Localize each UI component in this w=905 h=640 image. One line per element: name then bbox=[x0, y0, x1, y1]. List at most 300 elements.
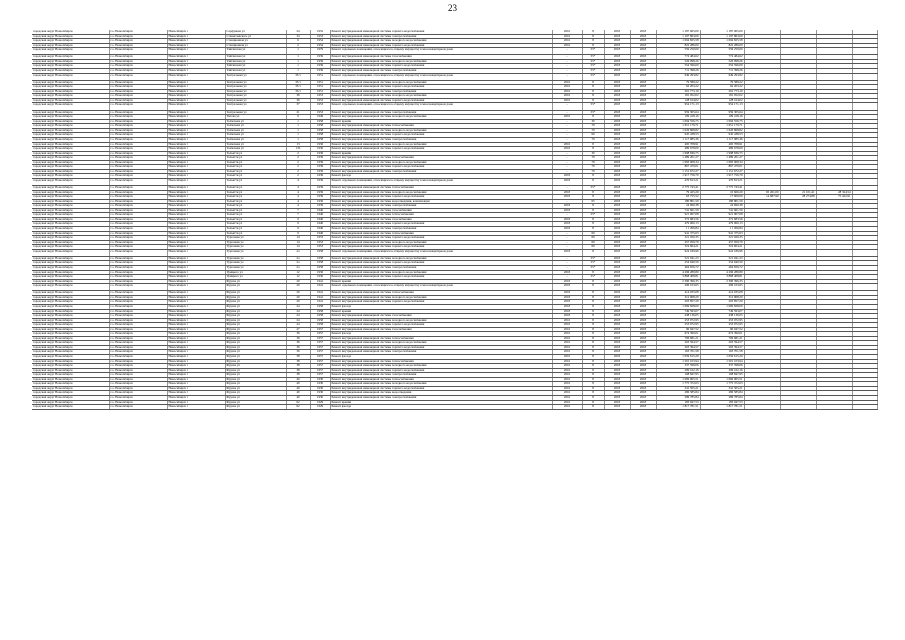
cell-plan-end-year: 2018 bbox=[630, 137, 656, 142]
cell-total-cost: 312 908,20 bbox=[656, 295, 700, 300]
cell-settlement: г.о. Новосибирск bbox=[109, 295, 167, 300]
cell-house-number: 7 bbox=[286, 213, 310, 218]
cell-plan-start-year: 2018 bbox=[604, 377, 630, 382]
cell-work-type: Ремонт внутридомовой инженерной системы горячего водоснабжения bbox=[330, 165, 552, 170]
cell-build-year: 1958 bbox=[310, 128, 330, 133]
cell-total-cost: 1 501 103,94 bbox=[656, 359, 700, 364]
cell-work-type: Ремонт внутридомовой инженерной системы водоотведения, канализации bbox=[330, 199, 552, 204]
cell-plan-start-year: 2018 bbox=[604, 110, 630, 115]
cell-settlement: г.о. Новосибирск bbox=[109, 160, 167, 165]
cell-street: Тольятти ул bbox=[225, 199, 286, 204]
cell-locality: Новосибирск г bbox=[167, 190, 225, 195]
cell-plan-end-year: 2018 bbox=[630, 156, 656, 161]
cell-house-number: 9 bbox=[286, 217, 310, 222]
cell-street: Тольятти ул bbox=[225, 174, 286, 179]
cell-subsidy-federal: 14 687,99 bbox=[744, 195, 780, 200]
cell-house-number: 20 bbox=[286, 300, 310, 305]
cell-survey-year: - bbox=[552, 64, 582, 69]
cell-plan-start-year: 2018 bbox=[604, 261, 630, 266]
cell-municipality: городской округ Новосибирск bbox=[32, 151, 109, 156]
cell-build-year: 1940 bbox=[310, 217, 330, 222]
cell-fund-cost: 706 681,21 bbox=[700, 336, 744, 341]
cell-plan-start-year: 2018 bbox=[604, 245, 630, 250]
cell-work-type: Ремонт внутридомовой инженерной системы электроснабжения bbox=[330, 350, 552, 355]
cell-street: Толмачева ул bbox=[225, 137, 286, 142]
cell-total-cost: 1 151 672,27 bbox=[656, 169, 700, 174]
cell-subsidy-local bbox=[816, 103, 852, 110]
cell-total-cost: 867 470,01 bbox=[656, 165, 700, 170]
cell-house-number: 62 bbox=[286, 400, 310, 405]
cell-municipality: городской округ Новосибирск bbox=[32, 341, 109, 346]
cell-build-year: 1949 bbox=[310, 115, 330, 120]
cell-total-cost: 321 020,35 bbox=[656, 236, 700, 241]
cell-locality: Новосибирск г bbox=[167, 55, 225, 60]
cell-locality: Новосибирск г bbox=[167, 240, 225, 245]
cell-build-year: 1953 bbox=[310, 94, 330, 99]
cell-work-type: Ремонт внутридомовой инженерной системы теплоснабжения bbox=[330, 231, 552, 236]
cell-build-year: 1936 bbox=[310, 142, 330, 147]
cell-fund-cost: 163 701,58 bbox=[700, 350, 744, 355]
cell-build-year: 1958 bbox=[310, 137, 330, 142]
cell-subsidy-regional bbox=[780, 73, 816, 80]
cell-survey-year: 2016 bbox=[552, 377, 582, 382]
cell-locality: Новосибирск г bbox=[167, 85, 225, 90]
cell-survey-year: - bbox=[552, 186, 582, 191]
cell-subsidy-federal bbox=[744, 73, 780, 80]
cell-street: Толмачева ул bbox=[225, 124, 286, 129]
cell-municipality: городской округ Новосибирск bbox=[32, 73, 109, 80]
cell-locality: Новосибирск г bbox=[167, 94, 225, 99]
cell-survey-year: - bbox=[552, 160, 582, 165]
cell-settlement: г.о. Новосибирск bbox=[109, 226, 167, 231]
cell-street: Титова ул bbox=[225, 115, 286, 120]
cell-total-cost: 1 083 008,34 bbox=[656, 160, 700, 165]
cell-street: Фрунзе ул bbox=[225, 359, 286, 364]
cell-plan-start-year: 2018 bbox=[604, 231, 630, 236]
cell-wear-percent: 8 bbox=[582, 368, 604, 373]
cell-survey-year: 2018 bbox=[552, 295, 582, 300]
cell-fund-cost: 1 059 615,29 bbox=[700, 355, 744, 360]
cell-wear-percent: 8 bbox=[582, 359, 604, 364]
cell-plan-end-year: 2018 bbox=[630, 405, 656, 410]
cell-plan-end-year: 2018 bbox=[630, 199, 656, 204]
cell-work-type: Ремонт крыши bbox=[330, 309, 552, 314]
cell-fund-cost: 109 418,16 bbox=[700, 115, 744, 120]
cell-house-number: 4 bbox=[286, 190, 310, 195]
cell-settlement: г.о. Новосибирск bbox=[109, 142, 167, 147]
cell-fund-cost: 253 072,95 bbox=[700, 318, 744, 323]
cell-locality: Новосибирск г bbox=[167, 115, 225, 120]
cell-subsidy-regional bbox=[780, 405, 816, 410]
cell-total-cost: 341 505,21 bbox=[656, 386, 700, 391]
cell-build-year: 1936 bbox=[310, 270, 330, 275]
cell-house-number: 34 bbox=[286, 34, 310, 39]
cell-plan-start-year: 2018 bbox=[604, 355, 630, 360]
cell-survey-year: 2016 bbox=[552, 323, 582, 328]
cell-fund-cost: 1 069 905,51 bbox=[700, 377, 744, 382]
cell-build-year: 1951 bbox=[310, 85, 330, 90]
cell-municipality: городской округ Новосибирск bbox=[32, 204, 109, 209]
cell-settlement: г.о. Новосибирск bbox=[109, 110, 167, 115]
cell-municipality: городской округ Новосибирск bbox=[32, 279, 109, 284]
cell-locality: Новосибирск г bbox=[167, 217, 225, 222]
cell-plan-start-year: 2018 bbox=[604, 236, 630, 241]
cell-plan-end-year: 2018 bbox=[630, 204, 656, 209]
cell-municipality: городской округ Новосибирск bbox=[32, 156, 109, 161]
cell-fund-cost: 299 162,16 bbox=[700, 368, 744, 373]
cell-plan-end-year: 2018 bbox=[630, 160, 656, 165]
cell-survey-year: 2016 bbox=[552, 142, 582, 147]
cell-fund-cost: 319 604,21 bbox=[700, 245, 744, 250]
cell-survey-year: 2018 bbox=[552, 178, 582, 185]
cell-build-year: 1939 bbox=[310, 204, 330, 209]
cell-plan-end-year: 2018 bbox=[630, 89, 656, 94]
cell-plan-end-year: 2018 bbox=[630, 208, 656, 213]
cell-locality: Новосибирск г bbox=[167, 364, 225, 369]
cell-municipality: городской округ Новосибирск bbox=[32, 355, 109, 360]
cell-locality: Новосибирск г bbox=[167, 174, 225, 179]
cell-fund-cost: 414 035,08 bbox=[700, 291, 744, 296]
cell-work-type: Ремонт отдельных помещений, относящихся к общему имуществу в многоквартирном доме bbox=[330, 284, 552, 291]
cell-wear-percent: 8 bbox=[582, 314, 604, 319]
cell-total-cost: 921 907,08 bbox=[656, 213, 700, 218]
cell-build-year: 1958 bbox=[310, 133, 330, 138]
cell-subsidy-federal bbox=[744, 178, 780, 185]
cell-fund-cost: 2 775 743,41 bbox=[700, 186, 744, 191]
cell-work-type: Ремонт внутридомовой инженерной системы газоснабжения bbox=[330, 208, 552, 213]
cell-plan-start-year: 2018 bbox=[604, 190, 630, 195]
cell-street: Фрунзе ул bbox=[225, 314, 286, 319]
cell-street: Фрунзе ул bbox=[225, 382, 286, 387]
cell-settlement: г.о. Новосибирск bbox=[109, 236, 167, 241]
cell-locality: Новосибирск г bbox=[167, 309, 225, 314]
cell-plan-end-year: 2018 bbox=[630, 305, 656, 310]
cell-build-year: 1930 bbox=[310, 386, 330, 391]
cell-work-type: Ремонт внутридомовой инженерной системы электроснабжения bbox=[330, 137, 552, 142]
cell-fund-cost: 17 600,09 bbox=[700, 195, 744, 200]
cell-house-number: 2а bbox=[286, 256, 310, 261]
cell-municipality: городской округ Новосибирск bbox=[32, 174, 109, 179]
cell-street: Тольятти ул bbox=[225, 151, 286, 156]
cell-build-year: 1929 bbox=[310, 405, 330, 410]
cell-settlement: г.о. Новосибирск bbox=[109, 59, 167, 64]
cell-plan-end-year: 2018 bbox=[630, 332, 656, 337]
cell-plan-end-year: 2018 bbox=[630, 124, 656, 129]
cell-wear-percent: 8 bbox=[582, 115, 604, 120]
cell-house-number: 36 bbox=[286, 345, 310, 350]
cell-house-number: 24 bbox=[286, 30, 310, 34]
cell-municipality: городской округ Новосибирск bbox=[32, 160, 109, 165]
cell-settlement: г.о. Новосибирск bbox=[109, 350, 167, 355]
cell-survey-year: 2016 bbox=[552, 85, 582, 90]
cell-build-year: 1939 bbox=[310, 59, 330, 64]
cell-plan-start-year: 2018 bbox=[604, 80, 630, 85]
cell-house-number: 24 bbox=[286, 323, 310, 328]
cell-fund-cost: 1 197 863,00 bbox=[700, 34, 744, 39]
cell-survey-year: 2016 bbox=[552, 147, 582, 152]
cell-locality: Новосибирск г bbox=[167, 169, 225, 174]
cell-municipality: городской округ Новосибирск bbox=[32, 266, 109, 271]
cell-subsidy-local: 28 324,54 bbox=[816, 190, 852, 195]
cell-street: Тольятти ул bbox=[225, 213, 286, 218]
cell-survey-year: 2016 bbox=[552, 89, 582, 94]
cell-municipality: городской округ Новосибирск bbox=[32, 186, 109, 191]
cell-house-number: 24 bbox=[286, 309, 310, 314]
cell-street: Тургенева ул bbox=[225, 256, 286, 261]
cell-plan-start-year: 2018 bbox=[604, 39, 630, 44]
cell-municipality: городской округ Новосибирск bbox=[32, 190, 109, 195]
cell-plan-start-year: 2018 bbox=[604, 48, 630, 55]
cell-house-number: 36 bbox=[286, 98, 310, 103]
cell-build-year: 1958 bbox=[310, 305, 330, 310]
cell-plan-start-year: 2018 bbox=[604, 98, 630, 103]
cell-settlement: г.о. Новосибирск bbox=[109, 266, 167, 271]
cell-settlement: г.о. Новосибирск bbox=[109, 275, 167, 280]
cell-locality: Новосибирск г bbox=[167, 386, 225, 391]
cell-fund-cost: 286 585,84 bbox=[700, 391, 744, 396]
cell-build-year: 1930 bbox=[310, 382, 330, 387]
cell-plan-end-year: 2018 bbox=[630, 284, 656, 291]
cell-work-type: Ремонт внутридомовой инженерной системы холодного водоснабжения bbox=[330, 295, 552, 300]
cell-total-cost: 286 585,84 bbox=[656, 391, 700, 396]
cell-survey-year: - bbox=[552, 128, 582, 133]
cell-municipality: городской округ Новосибирск bbox=[32, 377, 109, 382]
cell-wear-percent: 55* bbox=[582, 73, 604, 80]
cell-municipality: городской округ Новосибирск bbox=[32, 309, 109, 314]
cell-work-type: Ремонт крыши bbox=[330, 400, 552, 405]
cell-total-cost: 253 072,95 bbox=[656, 318, 700, 323]
cell-fund-cost: 457 959,70 bbox=[700, 240, 744, 245]
cell-wear-percent: 55* bbox=[582, 55, 604, 60]
cell-total-cost: 63 755,52 bbox=[656, 195, 700, 200]
cell-locality: Новосибирск г bbox=[167, 400, 225, 405]
cell-plan-start-year: 2018 bbox=[604, 332, 630, 337]
cell-wear-percent: 8 bbox=[582, 327, 604, 332]
cell-street: Станционная ул bbox=[225, 39, 286, 44]
cell-street: Тольятти ул bbox=[225, 217, 286, 222]
cell-work-type: Ремонт отдельных помещений, относящихся к общему имуществу в многоквартирном доме bbox=[330, 48, 552, 55]
cell-plan-end-year: 2018 bbox=[630, 382, 656, 387]
cell-locality: Новосибирск г bbox=[167, 204, 225, 209]
cell-house-number: 36 bbox=[286, 336, 310, 341]
cell-owners-cost bbox=[852, 249, 877, 256]
cell-settlement: г.о. Новосибирск bbox=[109, 284, 167, 291]
cell-house-number: 20 bbox=[286, 295, 310, 300]
cell-municipality: городской округ Новосибирск bbox=[32, 147, 109, 152]
cell-plan-start-year: 2018 bbox=[604, 119, 630, 124]
cell-plan-start-year: 2018 bbox=[604, 291, 630, 296]
cell-survey-year: - bbox=[552, 169, 582, 174]
cell-municipality: городской округ Новосибирск bbox=[32, 178, 109, 185]
cell-wear-percent: 8 bbox=[582, 318, 604, 323]
cell-total-cost: 749 593,07 bbox=[656, 309, 700, 314]
cell-fund-cost: 337 598,06 bbox=[700, 364, 744, 369]
cell-build-year: 1939 bbox=[310, 160, 330, 165]
cell-plan-end-year: 2018 bbox=[630, 48, 656, 55]
cell-house-number: 4 bbox=[286, 199, 310, 204]
cell-work-type: Ремонт внутридомовой инженерной системы электроснабжения bbox=[330, 373, 552, 378]
cell-fund-cost: 24 690,38 bbox=[700, 204, 744, 209]
cell-settlement: г.о. Новосибирск bbox=[109, 355, 167, 360]
cell-locality: Новосибирск г bbox=[167, 249, 225, 256]
cell-street: Фрунзе ул bbox=[225, 341, 286, 346]
cell-plan-start-year: 2018 bbox=[604, 115, 630, 120]
cell-plan-end-year: 2018 bbox=[630, 190, 656, 195]
cell-house-number: 24 bbox=[286, 305, 310, 310]
cell-house-number: 14 bbox=[286, 240, 310, 245]
cell-locality: Новосибирск г bbox=[167, 336, 225, 341]
cell-survey-year: 2016 bbox=[552, 80, 582, 85]
cell-plan-end-year: 2018 bbox=[630, 80, 656, 85]
cell-fund-cost: 128 164,02 bbox=[700, 98, 744, 103]
cell-plan-end-year: 2018 bbox=[630, 295, 656, 300]
cell-street: Тайгинская ул bbox=[225, 69, 286, 74]
cell-total-cost: 2 775 743,41 bbox=[656, 186, 700, 191]
cell-locality: Новосибирск г bbox=[167, 213, 225, 218]
cell-street: Фрунзе ул bbox=[225, 364, 286, 369]
cell-municipality: городской округ Новосибирск bbox=[32, 359, 109, 364]
cell-locality: Новосибирск г bbox=[167, 323, 225, 328]
cell-street: Тольятти ул bbox=[225, 190, 286, 195]
cell-municipality: городской округ Новосибирск bbox=[32, 395, 109, 400]
cell-build-year: 1958 bbox=[310, 266, 330, 271]
cell-fund-cost: 291 773,19 bbox=[700, 89, 744, 94]
cell-total-cost: 674 390,01 bbox=[656, 332, 700, 337]
cell-street: Фрунзе ул bbox=[225, 279, 286, 284]
cell-fund-cost: 959 305,64 bbox=[700, 110, 744, 115]
cell-plan-start-year: 2018 bbox=[604, 256, 630, 261]
cell-total-cost: 1 197 863,00 bbox=[656, 34, 700, 39]
cell-locality: Новосибирск г bbox=[167, 186, 225, 191]
cell-survey-year: 2018 bbox=[552, 314, 582, 319]
cell-plan-end-year: 2018 bbox=[630, 240, 656, 245]
cell-work-type: Ремонт внутридомовой инженерной системы холодного водоснабжения bbox=[330, 382, 552, 387]
cell-municipality: городской округ Новосибирск bbox=[32, 39, 109, 44]
cell-subsidy-local: 75 422,91 bbox=[816, 195, 852, 200]
cell-plan-end-year: 2018 bbox=[630, 39, 656, 44]
cell-wear-percent: 55* bbox=[582, 64, 604, 69]
cell-plan-end-year: 2018 bbox=[630, 59, 656, 64]
cell-locality: Новосибирск г bbox=[167, 34, 225, 39]
cell-total-cost: 559 250,00 bbox=[656, 48, 700, 55]
cell-survey-year: 2018 bbox=[552, 279, 582, 284]
cell-street: Тольятти ул bbox=[225, 160, 286, 165]
cell-plan-start-year: 2018 bbox=[604, 341, 630, 346]
cell-total-cost: 128 164,02 bbox=[656, 98, 700, 103]
cell-plan-start-year: 2018 bbox=[604, 405, 630, 410]
cell-work-type: Ремонт внутридомовой инженерной системы теплоснабжения bbox=[330, 156, 552, 161]
cell-build-year: 1940 bbox=[310, 213, 330, 218]
cell-municipality: городской округ Новосибирск bbox=[32, 110, 109, 115]
cell-fund-cost: 1 094 825,58 bbox=[700, 39, 744, 44]
cell-wear-percent: 8 bbox=[582, 34, 604, 39]
cell-settlement: г.о. Новосибирск bbox=[109, 119, 167, 124]
cell-fund-cost: 181 052,02 bbox=[700, 94, 744, 99]
cell-survey-year: 2016 bbox=[552, 34, 582, 39]
cell-house-number: 36 bbox=[286, 94, 310, 99]
cell-plan-start-year: 2018 bbox=[604, 345, 630, 350]
cell-plan-end-year: 2018 bbox=[630, 275, 656, 280]
cell-locality: Новосибирск г bbox=[167, 39, 225, 44]
cell-fund-cost: 495 708,91 bbox=[700, 142, 744, 147]
cell-plan-end-year: 2018 bbox=[630, 147, 656, 152]
cell-total-cost: 457 959,70 bbox=[656, 240, 700, 245]
cell-fund-cost: 1 083 008,34 bbox=[700, 160, 744, 165]
cell-street: Фрунзе ул bbox=[225, 405, 286, 410]
cell-municipality: городской округ Новосибирск bbox=[32, 34, 109, 39]
cell-build-year: 1953 bbox=[310, 236, 330, 241]
cell-locality: Новосибирск г bbox=[167, 151, 225, 156]
cell-total-cost: 438 136,05 bbox=[656, 314, 700, 319]
cell-settlement: г.о. Новосибирск bbox=[109, 128, 167, 133]
cell-survey-year: - bbox=[552, 119, 582, 124]
cell-street: Толмачева ул bbox=[225, 128, 286, 133]
cell-street: Фрунзе ул bbox=[225, 336, 286, 341]
cell-locality: Новосибирск г bbox=[167, 178, 225, 185]
cell-survey-year: 2018 bbox=[552, 190, 582, 195]
cell-locality: Новосибирск г bbox=[167, 128, 225, 133]
cell-work-type: Ремонт внутридомовой инженерной системы горячего водоснабжения bbox=[330, 275, 552, 280]
cell-street: Тургенева ул bbox=[225, 261, 286, 266]
cell-settlement: г.о. Новосибирск bbox=[109, 103, 167, 110]
cell-plan-start-year: 2018 bbox=[604, 174, 630, 179]
cell-build-year: 1957 bbox=[310, 341, 330, 346]
cell-survey-year: 2018 bbox=[552, 309, 582, 314]
cell-wear-percent: 8 bbox=[582, 89, 604, 94]
cell-survey-year: 2018 bbox=[552, 217, 582, 222]
cell-house-number: 38 bbox=[286, 373, 310, 378]
cell-plan-end-year: 2018 bbox=[630, 226, 656, 231]
cell-fund-cost: 4 296 280,80 bbox=[700, 270, 744, 275]
cell-work-type: Ремонт внутридомовой инженерной системы электроснабжения bbox=[330, 226, 552, 231]
cell-subsidy-local bbox=[816, 405, 852, 410]
cell-total-cost: 741 661,59 bbox=[656, 208, 700, 213]
cell-plan-start-year: 2018 bbox=[604, 64, 630, 69]
cell-total-cost: 1 775 372,63 bbox=[656, 382, 700, 387]
cell-total-cost: 2 390 396,35 bbox=[656, 279, 700, 284]
cell-street: Толмачева ул bbox=[225, 119, 286, 124]
cell-street: Тайгинская ул bbox=[225, 64, 286, 69]
cell-plan-start-year: 2018 bbox=[604, 178, 630, 185]
cell-fund-cost: 1 917 756,70 bbox=[700, 174, 744, 179]
cell-build-year: 1930 bbox=[310, 377, 330, 382]
cell-wear-percent: 8 bbox=[582, 270, 604, 275]
cell-total-cost: 774 484,62 bbox=[656, 55, 700, 60]
cell-plan-start-year: 2018 bbox=[604, 327, 630, 332]
cell-wear-percent: 8 bbox=[582, 309, 604, 314]
cell-locality: Новосибирск г bbox=[167, 98, 225, 103]
cell-street: Тольятти ул bbox=[225, 208, 286, 213]
cell-survey-year: - bbox=[552, 245, 582, 250]
capital-repair-table bbox=[32, 30, 878, 410]
cell-plan-end-year: 2018 bbox=[630, 359, 656, 364]
cell-plan-end-year: 2018 bbox=[630, 110, 656, 115]
cell-wear-percent: 55* bbox=[582, 186, 604, 191]
cell-total-cost: 1 489 201,27 bbox=[656, 156, 700, 161]
cell-plan-end-year: 2018 bbox=[630, 395, 656, 400]
cell-plan-end-year: 2018 bbox=[630, 151, 656, 156]
cell-municipality: городской округ Новосибирск bbox=[32, 195, 109, 200]
cell-fund-cost: 921 907,08 bbox=[700, 213, 744, 218]
cell-wear-percent: 55* bbox=[582, 266, 604, 271]
cell-fund-cost: 1 026 868,82 bbox=[700, 128, 744, 133]
cell-wear-percent: 8 bbox=[582, 284, 604, 291]
cell-municipality: городской округ Новосибирск bbox=[32, 314, 109, 319]
cell-build-year: 1939 bbox=[310, 55, 330, 60]
cell-plan-end-year: 2018 bbox=[630, 270, 656, 275]
cell-locality: Новосибирск г bbox=[167, 345, 225, 350]
cell-survey-year: - bbox=[552, 240, 582, 245]
